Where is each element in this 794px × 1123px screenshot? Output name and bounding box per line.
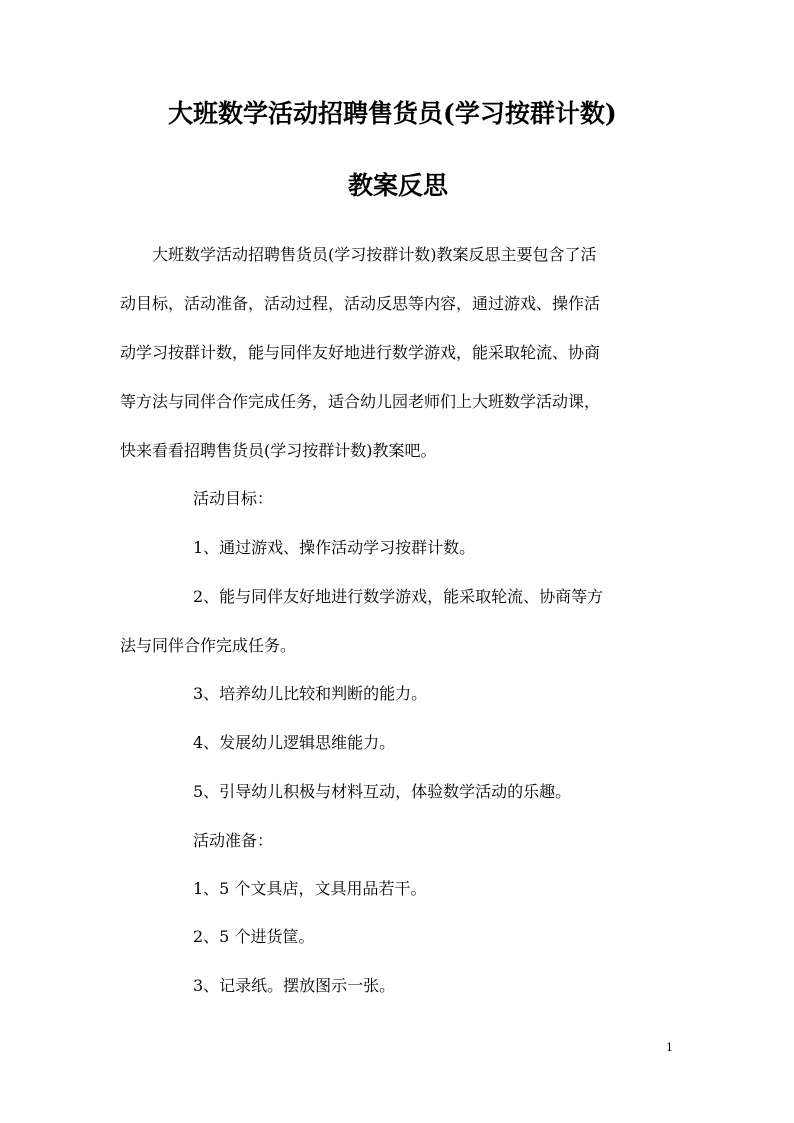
section-heading-preparation: 活动准备： [193, 831, 274, 850]
goal-item-2-line-2: 法与同伴合作完成任务。 [120, 636, 297, 655]
intro-line-5: 快来看看招聘售货员(学习按群计数)教案吧。 [120, 441, 437, 460]
goal-item-3: 3、培养幼儿比较和判断的能力。 [193, 684, 428, 703]
intro-line-4: 等方法与同伴合作完成任务，适合幼儿园老师们上大班数学活动课， [120, 392, 601, 411]
document-title-line-1: 大班数学活动招聘售货员(学习按群计数) [168, 99, 617, 128]
page-number: 1 [666, 1041, 673, 1054]
goal-item-4: 4、发展幼儿逻辑思维能力。 [193, 733, 396, 752]
goal-item-2-line-1: 2、能与同伴友好地进行数学游戏，能采取轮流、协商等方 [193, 587, 604, 606]
goal-item-1: 1、通过游戏、操作活动学习按群计数。 [193, 538, 476, 557]
intro-line-3: 动学习按群计数，能与同伴友好地进行数学游戏，能采取轮流、协商 [120, 343, 601, 362]
document-title-line-2: 教案反思 [347, 171, 448, 200]
intro-line-1: 大班数学活动招聘售货员(学习按群计数)教案反思主要包含了活 [152, 245, 597, 264]
prep-item-2: 2、5 个进货筐。 [193, 927, 315, 946]
section-heading-goals: 活动目标： [193, 489, 274, 508]
prep-item-3: 3、记录纸。摆放图示一张。 [193, 976, 396, 995]
goal-item-5: 5、引导幼儿积极与材料互动，体验数学活动的乐趣。 [193, 782, 572, 801]
prep-item-1: 1、5 个文具店，文具用品若干。 [193, 879, 427, 898]
intro-line-2: 动目标，活动准备，活动过程，活动反思等内容，通过游戏、操作活 [120, 294, 601, 313]
